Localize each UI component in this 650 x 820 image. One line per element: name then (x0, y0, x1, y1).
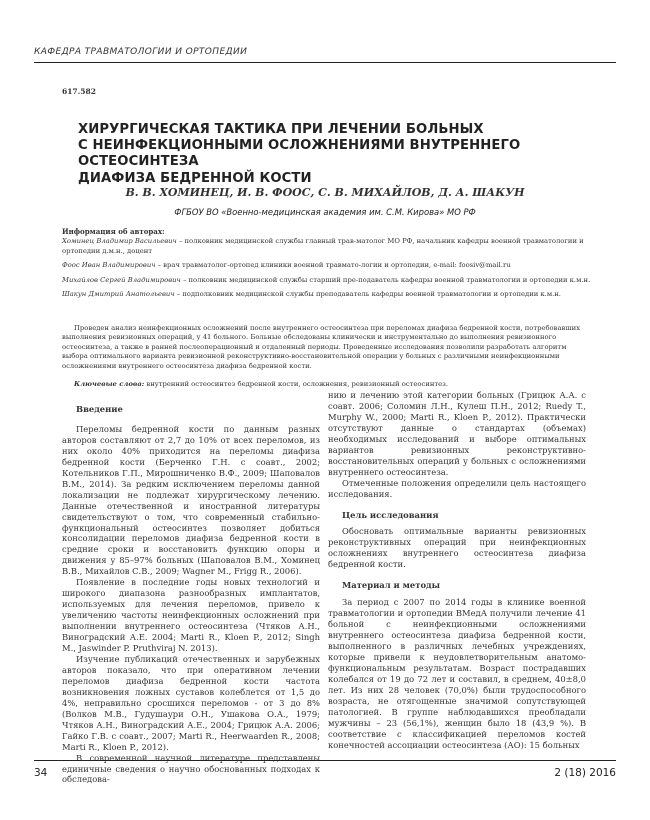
paragraph: Переломы бедренной кости по данным разных авторов составляют от 2,7 до 10% от всех переломов, из них около 40% приходится на переломы диафиза бедренной кости (Берченко Г.Н. с соавт., 2002; Котельников Г.П., Мирошниченко В.Ф., 2009; Шаповалов В.М., 2014). За редким исключением переломы данной локализации не подлежат хирургическому лечению. Данные отечественной и иностранной литературы свидетельствуют о том, что современный стабильно-функциональный остеосинтез позволяет добиться консолидации переломов диафиза бедренной кости в средние сроки и восстановить функцию опоры и движения у 85–97% больных (Шаповалов В.М., Хоминец В.В., Михайлов С.В., 2009; Wagner M., Frigg R., 2006). (62, 423, 320, 577)
author-info-heading: Информация об авторах: (62, 227, 165, 236)
udk-code: 617.582 (62, 87, 96, 96)
author-name: Хоминец Владимир Васильевич (62, 237, 177, 246)
author-name: Фоос Иван Владимирович (62, 261, 156, 270)
paragraph: За период с 2007 по 2014 годы в клинике военной травматологии и ортопедии ВМедА получили лечение 41 больной с неинфекционными осложнениями внутреннего остеосинтеза диафиза бедренной кости, выполненного в различных лечебных учреждениях, которые привели к неудовлетворительным анатомо-функциональным результатам. Возраст пострадавших колебался от 19 до 72 лет и составил, в среднем, 40±8,0 лет. Из них 28 человек (70,0%) были трудоспособного возраста, не отягощенные значимой сопутствующей патологией. В группе наблюдавшихся преобладали мужчины – 23 (56,1%), женщин было 18 (43,9 %). В соответствие с классификацией переломов костей конечностей ассоциации остеосинтеза (АО): 15 больных (328, 597, 586, 750)
title-line: ДИАФИЗА БЕДРЕННОЙ КОСТИ (78, 170, 312, 186)
abstract: Проведен анализ неинфекционных осложнений после внутреннего остеосинтеза при переломах диафиза бедренной кости, потребовавших выполнения ревизионных операций, у 41 больного. Больные обследованы клинически и инструментально до выполнения ревизионного остеосинтеза, а также в ранней послеоперационный и отдаленный периоды. Проведенные исследования позволили разработать алгоритм выбора оптимального варианта ревизионной реконструктивно-восстановительной операции у больных с различными неинфекционными осложнениями внутреннего остеосинтеза диафиза бедренной кости. (62, 324, 581, 370)
author-details: – полковник медицинской службы главный трав-матолог МО РФ, начальник кафедры военной травматологии и ортопедии д.м.н., доцент (62, 237, 584, 255)
author-entry (62, 276, 592, 285)
author-entry (62, 261, 592, 270)
running-head: КАФЕДРА ТРАВМАТОЛОГИИ И ОРТОПЕДИИ (34, 47, 248, 57)
section-heading-goal: Цель исследования (342, 509, 439, 520)
authors: В. В. ХОМИНЕЦ, И. В. ФООС, С. В. МИХАЙЛОВ, Д. А. ШАКУН (125, 186, 525, 199)
issue-number: 2 (18) 2016 (554, 767, 616, 779)
right-column (328, 390, 586, 751)
author-info (62, 227, 592, 304)
title-line: ХИРУРГИЧЕСКАЯ ТАКТИКА ПРИ ЛЕЧЕНИИ БОЛЬНЫХ (78, 122, 484, 137)
author-name: Михайлов Сергей Владимирович (62, 275, 181, 284)
section-heading-intro: Введение (76, 404, 123, 414)
author-entry (62, 237, 592, 256)
keywords (62, 380, 592, 389)
paragraph: Обосновать оптимальные варианты ревизионных реконструктивных операций при неинфекционных осложнениях внутреннего остеосинтеза диафиза бедренной кости. (328, 526, 586, 570)
author-details: – полковник медицинской службы старший пре-подаватель кафедры военной травматологии и ортопедии к.м.н. (180, 275, 591, 284)
paragraph: В современной научной литературе представлены единичные сведения о научно обоснованных подходах к обследова- (62, 752, 320, 785)
author-details: – врач травматолог-ортопед клиники военной травмато-логии и ортопедии, e-mail: foosiv@mail.ru (155, 261, 511, 270)
article-title (78, 122, 598, 187)
paragraph: Появление в последние годы новых технологий и широкого диапазона разнообразных имплантатов, используемых для лечения переломов, привело к увеличению частоты неинфекционных осложнений при выполнении внутреннего остеосинтеза (Чтяков А.Н., Виноградский А.Е. 2004; Marti R., Kloen P., 2012; Singh M., Jaswinder P. Pruthviraj N. 2013). (62, 577, 320, 654)
title-line: С НЕИНФЕКЦИОННЫМИ ОСЛОЖНЕНИЯМИ ВНУТРЕННЕГО ОСТЕОСИНТЕЗА (78, 138, 521, 170)
author-entry (62, 290, 592, 299)
paragraph: Отмеченные положения определили цель настоящего исследования. (328, 477, 586, 499)
header-rule (34, 62, 616, 63)
affiliation: ФГБОУ ВО «Военно-медицинская академия им. С.М. Кирова» МО РФ (174, 207, 476, 217)
footer-rule (34, 760, 616, 761)
author-details: – подполковник медицинской службы преподаватель кафедры военной травматологии и ортопедии к.м.н. (174, 290, 561, 299)
keywords-label: Ключевые слова: (74, 380, 145, 388)
paragraph: Изучение публикаций отечественных и зарубежных авторов показало, что при оперативном лечении переломов диафиза бедренной кости частота возникновения ложных суставов колеблется от 1,5 до 4%, неправильно сросшихся переломов - от 3 до 8% (Волков М.В., Гудушаури О.Н., Ушакова О.А., 1979; Чтяков А.Н., Виноградский А.Е., 2004; Грицюк А.А. 2006; Гайко Г.В. с соавт., 2007; Marti R., Heerwaarden R., 2008; Marti R., Kloen P., 2012). (62, 653, 320, 752)
left-column (62, 400, 320, 785)
keywords-text: внутренний остеосинтез бедренной кости, осложнения, ревизионный остеосинтез. (144, 380, 449, 388)
paragraph: нию и лечению этой категории больных (Грицюк А.А. с соавт. 2006; Соломин Л.Н., Кулеш П.Н., 2012; Ruedy T., Murphy W., 2000; Marti R., Kloen P., 2012). Практически отсутствуют данные о стандартах (объемах) необходимых исследований и выборе оптимальных вариантов ревизионных реконструктивно-восстановительных операций у больных с осложнениями внутреннего остеосинтеза. (328, 390, 586, 477)
section-heading-methods: Материал и методы (342, 580, 441, 591)
page-number: 34 (34, 767, 48, 779)
author-name: Шакун Дмитрий Анатольевич (62, 290, 175, 299)
